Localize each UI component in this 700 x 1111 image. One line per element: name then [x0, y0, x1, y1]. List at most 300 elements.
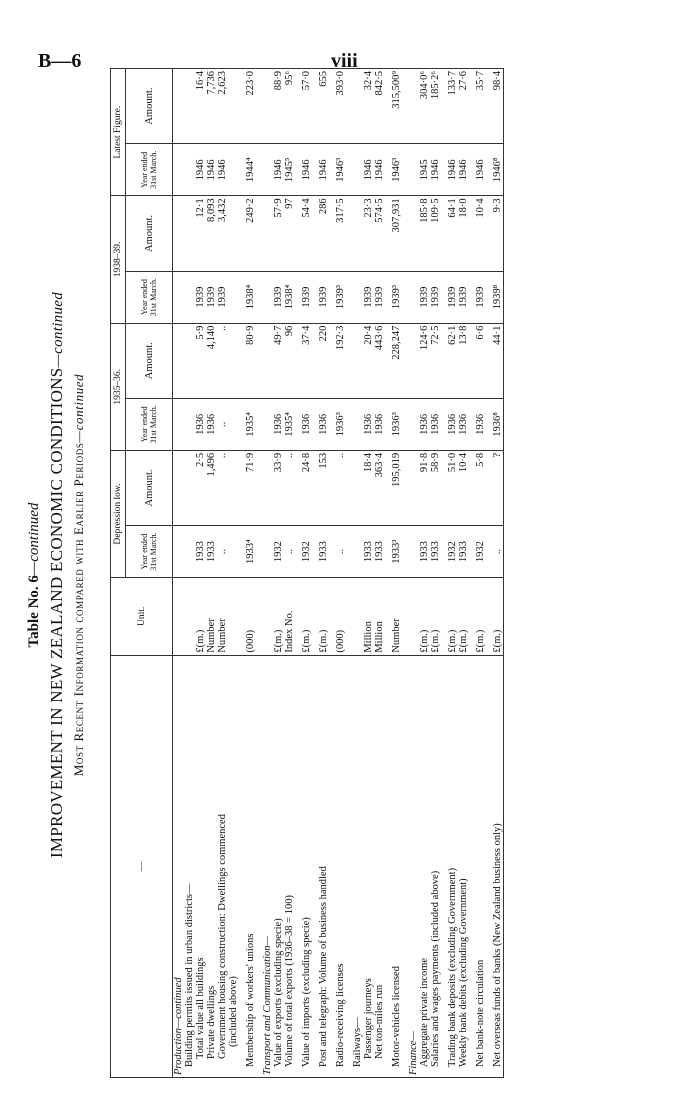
- unit-cell: [228, 578, 239, 656]
- year-cell: 1933: [419, 526, 430, 578]
- amount-cell: 286: [318, 196, 329, 271]
- year-cell: 1938⁴: [284, 271, 295, 323]
- year-cell: 1936: [206, 398, 217, 450]
- year-cell: [262, 144, 273, 196]
- amount-cell: 220: [318, 323, 329, 398]
- amount-cell: 64·1: [447, 196, 458, 271]
- table-row: [447, 69, 458, 1078]
- amount-cell: [228, 323, 239, 398]
- year-cell: 1939: [430, 271, 441, 323]
- year-cell: 1932: [273, 526, 284, 578]
- table-body: [173, 69, 504, 1078]
- year-cell: 1946: [301, 144, 312, 196]
- table-row: [273, 69, 284, 1078]
- year-header: Year ended 31st March.: [126, 144, 173, 196]
- year-cell: 1936: [419, 398, 430, 450]
- year-cell: 1939³: [391, 271, 402, 323]
- year-cell: 1935⁴: [284, 398, 295, 450]
- year-cell: [184, 144, 195, 196]
- unit-cell: £(m.): [419, 578, 430, 656]
- year-header: Year ended 31st March.: [126, 526, 173, 578]
- year-cell: 1946³: [335, 144, 346, 196]
- year-cell: 1946: [447, 144, 458, 196]
- row-label-cell: [430, 655, 441, 1077]
- amount-cell: 5·8: [475, 450, 486, 525]
- year-cell: ..: [217, 398, 228, 450]
- amount-cell: 363·4: [374, 450, 385, 525]
- table-row: [184, 69, 195, 1078]
- year-cell: ..: [217, 526, 228, 578]
- amount-cell: 842·5: [374, 69, 385, 144]
- table-row: [352, 69, 363, 1078]
- row-label: Trading bank deposits (excluding Government): [447, 867, 458, 1067]
- amount-cell: [262, 450, 273, 525]
- row-label: Post and telegraph: Volume of business handled: [318, 866, 329, 1067]
- amount-cell: 249·2: [245, 196, 256, 271]
- row-label: Value of exports (excluding specie): [273, 918, 284, 1067]
- year-cell: [408, 144, 419, 196]
- year-cell: 1933: [363, 526, 374, 578]
- amount-cell: 307,931: [391, 196, 402, 271]
- row-label: Aggregate private income: [419, 957, 430, 1067]
- amount-cell: 223·0: [245, 69, 256, 144]
- amount-cell: [184, 450, 195, 525]
- year-cell: 1936: [458, 398, 469, 450]
- amount-cell: [408, 450, 419, 525]
- amount-cell: [173, 323, 185, 398]
- year-cell: [408, 271, 419, 323]
- table-title-main: IMPROVEMENT IN NEW ZEALAND ECONOMIC CONDITIONS: [47, 367, 66, 859]
- year-header: Year ended 31st March.: [126, 271, 173, 323]
- year-cell: 1936: [318, 398, 329, 450]
- row-label: Value of imports (excluding specie): [301, 917, 312, 1067]
- year-cell: 1946: [273, 144, 284, 196]
- year-cell: [352, 144, 363, 196]
- year-cell: 1933³: [391, 526, 402, 578]
- amount-cell: 3,432: [217, 196, 228, 271]
- row-label: Net ton-miles run: [374, 984, 385, 1059]
- year-cell: [262, 526, 273, 578]
- amount-cell: 16·4: [195, 69, 206, 144]
- row-label: Finance—: [408, 1031, 419, 1075]
- row-label-cell: [206, 655, 217, 1077]
- year-cell: 1936³: [335, 398, 346, 450]
- row-label-cell: [335, 655, 346, 1077]
- unit-cell: Million: [374, 578, 385, 656]
- amount-cell: 18·4: [363, 450, 374, 525]
- group-header-1935-36: 1935–36.: [111, 323, 126, 450]
- row-label: Membership of workers' unions: [245, 933, 256, 1067]
- year-cell: 1939: [458, 271, 469, 323]
- year-cell: [408, 526, 419, 578]
- amount-cell: [184, 69, 195, 144]
- year-cell: 1936³: [391, 398, 402, 450]
- row-label: Production—continued: [173, 977, 184, 1075]
- table-row: [173, 69, 185, 1078]
- year-cell: 1946³: [391, 144, 402, 196]
- table-row: [318, 69, 329, 1078]
- amount-cell: 80·9: [245, 323, 256, 398]
- year-cell: 1936: [447, 398, 458, 450]
- unit-cell: [408, 578, 419, 656]
- year-cell: 1946: [374, 144, 385, 196]
- row-label-cell: [492, 655, 504, 1077]
- amount-cell: 44·1: [492, 323, 504, 398]
- amount-cell: 315,500⁹: [391, 69, 402, 144]
- table-row: [430, 69, 441, 1078]
- table-row: [301, 69, 312, 1078]
- row-label: Net overseas funds of banks (New Zealand business only): [492, 823, 503, 1067]
- row-label: Salaries and wages payments (included above): [430, 870, 441, 1067]
- amount-cell: 185·8: [419, 196, 430, 271]
- amount-cell: 6·6: [475, 323, 486, 398]
- row-label: Transport and Communication—: [262, 936, 273, 1075]
- table-row: [492, 69, 504, 1078]
- amount-cell: 304·0⁶: [419, 69, 430, 144]
- amount-cell: [408, 69, 419, 144]
- row-label-cell: [284, 655, 295, 1077]
- row-label-cell: [245, 655, 256, 1077]
- amount-cell: 5·9: [195, 323, 206, 398]
- amount-cell: ?: [492, 450, 504, 525]
- table-row: [374, 69, 385, 1078]
- amount-cell: 71·9: [245, 450, 256, 525]
- year-cell: 1938⁴: [245, 271, 256, 323]
- table-subtitle-cont: —continued: [71, 373, 86, 443]
- year-header: Year ended 31st March.: [126, 398, 173, 450]
- table-row: [262, 69, 273, 1078]
- row-label-cell: [262, 655, 273, 1077]
- amount-cell: [352, 69, 363, 144]
- year-cell: [352, 271, 363, 323]
- unit-cell: £(m.): [273, 578, 284, 656]
- year-cell: 1946: [318, 144, 329, 196]
- table-row: [217, 69, 228, 1078]
- table-row: [245, 69, 256, 1078]
- amount-cell: ..: [335, 450, 346, 525]
- year-cell: [184, 526, 195, 578]
- rotated-table-page: [18, 60, 618, 1090]
- amount-cell: [173, 450, 185, 525]
- amount-cell: 133·7: [447, 69, 458, 144]
- amount-cell: [228, 450, 239, 525]
- row-label: Total value all buildings: [195, 957, 206, 1059]
- amount-cell: 35·7: [475, 69, 486, 144]
- amount-cell: 12·1: [195, 196, 206, 271]
- row-label-cell: [352, 655, 363, 1077]
- row-label: Government housing construction: Dwellings commenced: [217, 814, 228, 1059]
- row-label-cell: [374, 655, 385, 1077]
- unit-cell: Million: [363, 578, 374, 656]
- amount-cell: 192·3: [335, 323, 346, 398]
- amount-cell: [228, 69, 239, 144]
- table-row: [206, 69, 217, 1078]
- row-label: Radio-receiving licenses: [335, 963, 346, 1067]
- year-cell: [228, 398, 239, 450]
- unit-cell: £(m.): [447, 578, 458, 656]
- year-cell: ..: [284, 526, 295, 578]
- year-cell: 1936: [195, 398, 206, 450]
- table-title-cont: —continued: [50, 291, 66, 368]
- unit-cell: (000): [245, 578, 256, 656]
- table-title: [47, 60, 67, 1090]
- year-cell: [173, 271, 185, 323]
- amount-cell: 1,496: [206, 450, 217, 525]
- amount-cell: ..: [284, 450, 295, 525]
- table-number-cont: —continued: [26, 502, 42, 576]
- table-row: [363, 69, 374, 1078]
- amount-cell: [173, 69, 185, 144]
- year-cell: 1946: [458, 144, 469, 196]
- amount-cell: 57·9: [273, 196, 284, 271]
- year-cell: [352, 398, 363, 450]
- year-cell: 1939: [318, 271, 329, 323]
- amount-cell: 33·9: [273, 450, 284, 525]
- unit-cell: £(m.): [318, 578, 329, 656]
- amount-cell: [408, 323, 419, 398]
- amount-cell: 58·9: [430, 450, 441, 525]
- year-cell: 1936: [475, 398, 486, 450]
- year-cell: 1939: [206, 271, 217, 323]
- amount-cell: 109·5: [430, 196, 441, 271]
- amount-cell: 24·8: [301, 450, 312, 525]
- year-cell: 1939: [374, 271, 385, 323]
- year-cell: 1933: [458, 526, 469, 578]
- year-cell: 1939: [419, 271, 430, 323]
- row-label-cell: [184, 655, 195, 1077]
- row-label: Weekly bank debits (excluding Government): [458, 878, 469, 1067]
- year-cell: 1946⁸: [492, 144, 504, 196]
- row-label-cell: [217, 655, 228, 1077]
- year-cell: 1932: [447, 526, 458, 578]
- table-row: [195, 69, 206, 1078]
- page-section-code: B—6: [38, 50, 82, 72]
- amount-cell: 96: [284, 323, 295, 398]
- row-label-cell: [228, 655, 239, 1077]
- row-label: Railways—: [352, 1017, 363, 1067]
- year-cell: 1946: [430, 144, 441, 196]
- year-cell: 1933⁴: [245, 526, 256, 578]
- group-header-1938-39: 1938–39.: [111, 196, 126, 323]
- amount-cell: 153: [318, 450, 329, 525]
- amount-cell: 18·0: [458, 196, 469, 271]
- amount-cell: 185·2⁶: [430, 69, 441, 144]
- amount-cell: ..: [217, 450, 228, 525]
- unit-cell: [262, 578, 273, 656]
- row-label: Private dwellings: [206, 985, 217, 1059]
- year-cell: 1939: [301, 271, 312, 323]
- amount-cell: 10·4: [458, 450, 469, 525]
- year-cell: 1946: [206, 144, 217, 196]
- amount-cell: [228, 196, 239, 271]
- year-cell: 1933: [206, 526, 217, 578]
- amount-cell: 98·4: [492, 69, 504, 144]
- year-cell: 1939⁸: [492, 271, 504, 323]
- year-cell: 1932: [475, 526, 486, 578]
- amount-cell: 23·3: [363, 196, 374, 271]
- unit-cell: £(m.): [475, 578, 486, 656]
- amount-cell: 195,019: [391, 450, 402, 525]
- row-label-cell: [273, 655, 284, 1077]
- amount-cell: 13·8: [458, 323, 469, 398]
- amount-cell: 20·4: [363, 323, 374, 398]
- group-header-latest: Latest Figure.: [111, 69, 126, 196]
- year-cell: 1944⁴: [245, 144, 256, 196]
- amount-cell: [352, 450, 363, 525]
- amount-header: Amount.: [126, 323, 173, 398]
- year-cell: [173, 144, 185, 196]
- row-label: Net bank-note circulation: [475, 959, 486, 1067]
- year-cell: [262, 271, 273, 323]
- year-cell: 1936: [273, 398, 284, 450]
- amount-header: Amount.: [126, 450, 173, 525]
- amount-cell: 2·5: [195, 450, 206, 525]
- unit-cell: £(m.): [301, 578, 312, 656]
- year-cell: 1936⁸: [492, 398, 504, 450]
- unit-cell: [184, 578, 195, 656]
- year-cell: 1946: [363, 144, 374, 196]
- year-cell: [173, 398, 185, 450]
- year-cell: 1936: [301, 398, 312, 450]
- table-subtitle-main: Most Recent Information compared with Earlier Periods: [71, 442, 86, 777]
- table-row: [419, 69, 430, 1078]
- amount-cell: 317·5: [335, 196, 346, 271]
- amount-cell: ..: [217, 323, 228, 398]
- year-cell: 1936: [374, 398, 385, 450]
- unit-cell: [173, 578, 185, 656]
- amount-cell: [173, 196, 185, 271]
- year-cell: [408, 398, 419, 450]
- year-cell: ..: [335, 526, 346, 578]
- amount-cell: 27·6: [458, 69, 469, 144]
- unit-header: Unit.: [111, 578, 173, 656]
- unit-cell: Number: [217, 578, 228, 656]
- unit-cell: £(m.): [195, 578, 206, 656]
- amount-cell: 10·4: [475, 196, 486, 271]
- amount-cell: 54·4: [301, 196, 312, 271]
- unit-cell: £(m.): [430, 578, 441, 656]
- blank-header: —: [111, 655, 173, 1077]
- unit-cell: Number: [206, 578, 217, 656]
- year-cell: [228, 526, 239, 578]
- amount-cell: [352, 323, 363, 398]
- amount-cell: 4,140: [206, 323, 217, 398]
- year-cell: 1946: [475, 144, 486, 196]
- row-label-cell: [408, 655, 419, 1077]
- year-cell: 1932: [301, 526, 312, 578]
- amount-cell: 7,736: [206, 69, 217, 144]
- amount-cell: 62·1: [447, 323, 458, 398]
- table-row: [408, 69, 419, 1078]
- year-cell: 1946: [195, 144, 206, 196]
- table-number-label: Table No. 6: [26, 575, 42, 648]
- row-label-cell: [475, 655, 486, 1077]
- amount-cell: [408, 196, 419, 271]
- amount-cell: 97: [284, 196, 295, 271]
- amount-header: Amount.: [126, 196, 173, 271]
- row-label: (included above): [228, 976, 239, 1047]
- year-cell: 1939: [475, 271, 486, 323]
- amount-cell: 57·0: [301, 69, 312, 144]
- row-label-cell: [391, 655, 402, 1077]
- amount-cell: 37·4: [301, 323, 312, 398]
- table-row: [335, 69, 346, 1078]
- amount-header: Amount.: [126, 69, 173, 144]
- amount-cell: 2,623: [217, 69, 228, 144]
- amount-cell: 393·0: [335, 69, 346, 144]
- amount-cell: [352, 196, 363, 271]
- row-label: Volume of total exports (1936–38 = 100): [284, 895, 295, 1067]
- amount-cell: 655: [318, 69, 329, 144]
- row-label-cell: [173, 655, 185, 1077]
- amount-cell: [184, 196, 195, 271]
- row-label: Passenger journeys: [363, 978, 374, 1059]
- year-cell: 1939³: [335, 271, 346, 323]
- table-row: [284, 69, 295, 1078]
- row-label-cell: [419, 655, 430, 1077]
- table-number: [26, 60, 43, 1090]
- year-cell: 1945⁵: [284, 144, 295, 196]
- row-label-cell: [318, 655, 329, 1077]
- year-cell: 1933: [430, 526, 441, 578]
- year-cell: 1939: [195, 271, 206, 323]
- unit-cell: £(m.): [458, 578, 469, 656]
- amount-cell: [262, 323, 273, 398]
- year-cell: ..: [492, 526, 504, 578]
- amount-cell: 51·0: [447, 450, 458, 525]
- year-cell: [262, 398, 273, 450]
- table-row: [458, 69, 469, 1078]
- year-cell: 1936: [430, 398, 441, 450]
- unit-cell: [352, 578, 363, 656]
- row-label-cell: [458, 655, 469, 1077]
- year-cell: 1939: [217, 271, 228, 323]
- table-row: [228, 69, 239, 1078]
- title-block: [26, 60, 87, 1090]
- year-cell: [228, 144, 239, 196]
- year-cell: [184, 398, 195, 450]
- year-cell: [352, 526, 363, 578]
- amount-cell: 91·8: [419, 450, 430, 525]
- year-cell: 1946: [217, 144, 228, 196]
- amount-cell: 49·7: [273, 323, 284, 398]
- amount-cell: 88·9: [273, 69, 284, 144]
- amount-cell: [262, 196, 273, 271]
- amount-cell: 8,093: [206, 196, 217, 271]
- economic-conditions-table: [110, 68, 504, 1078]
- unit-cell: Index No.: [284, 578, 295, 656]
- unit-cell: £(m.): [492, 578, 504, 656]
- year-cell: 1939: [273, 271, 284, 323]
- table-head: [111, 69, 173, 1078]
- year-cell: 1933: [195, 526, 206, 578]
- table-row: [391, 69, 402, 1078]
- row-label-cell: [363, 655, 374, 1077]
- amount-cell: [262, 69, 273, 144]
- year-cell: [184, 271, 195, 323]
- amount-cell: 228,247: [391, 323, 402, 398]
- row-label-cell: [301, 655, 312, 1077]
- table-row: [475, 69, 486, 1078]
- row-label-cell: [447, 655, 458, 1077]
- amount-cell: 32·4: [363, 69, 374, 144]
- amount-cell: 443·6: [374, 323, 385, 398]
- amount-cell: 72·5: [430, 323, 441, 398]
- table-subtitle: [71, 60, 87, 1090]
- row-label: Building permits issued in urban districts—: [184, 883, 195, 1067]
- year-cell: 1945: [419, 144, 430, 196]
- amount-cell: 574·5: [374, 196, 385, 271]
